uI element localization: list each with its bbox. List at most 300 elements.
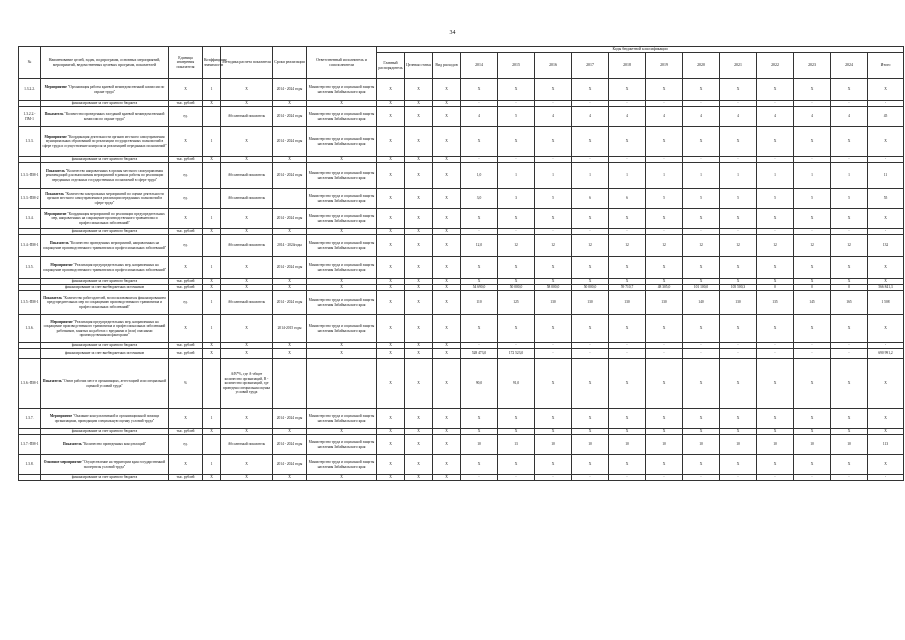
row-year-value: 5 (831, 189, 868, 209)
row-year-value: - (757, 229, 794, 235)
row-responsible: Министерство труда и социальной защиты населения Забайкальского края (307, 409, 377, 429)
row-year-value: - (757, 343, 794, 349)
row-method: Абсолютный показатель (221, 107, 273, 127)
row-year-value: 10 (609, 435, 646, 455)
row-year-value: X (757, 359, 794, 409)
row-coef: X (203, 229, 221, 235)
row-year-value: 105 500,3 (720, 285, 757, 291)
row-year-value: X (720, 257, 757, 279)
header-budget-codes: Коды бюджетной классификации (377, 47, 904, 53)
row-name: финансирование за счет внебюджетных источников (41, 349, 169, 359)
row-vr: X (433, 291, 461, 315)
row-year-value: 10 (572, 435, 609, 455)
row-year-value: - (720, 101, 757, 107)
row-method: X (221, 209, 273, 229)
row-method: Абсолютный показатель (221, 435, 273, 455)
row-unit: тыс. рублей (169, 475, 203, 481)
row-year-value: X (720, 279, 757, 285)
row-period: X (273, 343, 307, 349)
row-year-value: X (757, 429, 794, 435)
row-number: 1.3.5.-ПМ-1 (19, 291, 41, 315)
row-year-value: X (609, 79, 646, 101)
row-responsible: X (307, 349, 377, 359)
row-gr: X (377, 209, 405, 229)
row-cs: X (405, 475, 433, 481)
header-responsible: Ответственный исполнитель и соисполнители (307, 47, 377, 79)
row-gr: X (377, 163, 405, 189)
header-year: 2024 (831, 53, 868, 79)
row-year-value: - (498, 229, 535, 235)
row-vr: X (433, 101, 461, 107)
row-method: X (221, 349, 273, 359)
row-unit: тыс. рублей (169, 157, 203, 163)
row-year-value: X (720, 455, 757, 475)
row-year-value: - (609, 349, 646, 359)
row-vr: X (433, 349, 461, 359)
row-period: 2014 - 2024 годы (273, 257, 307, 279)
row-coef: X (203, 475, 221, 481)
row-method: X (221, 127, 273, 157)
row-unit: X (169, 315, 203, 343)
row-year-value: X (794, 429, 831, 435)
header-coef: Коэффициент значимости (203, 47, 221, 79)
row-year-value: 528 473,0 (461, 349, 498, 359)
row-year-value: 135 (757, 291, 794, 315)
row-total: 55 (868, 189, 904, 209)
row-year-value: 4 (831, 107, 868, 127)
row-year-value: 4 (461, 107, 498, 127)
row-year-value: 101 100,0 (683, 285, 720, 291)
row-period: 2014 - 2024 годы (273, 209, 307, 229)
row-responsible: Министерство труда и социальной защиты населения Забайкальского края (307, 163, 377, 189)
row-coef (203, 189, 221, 209)
row-unit: тыс. рублей (169, 229, 203, 235)
row-gr: X (377, 315, 405, 343)
row-year-value: - (535, 343, 572, 349)
row-year-value: X (831, 209, 868, 229)
row-name: Мероприятие "Координация деятельности органов местного самоуправления муниципальных образований по реализации государственных полномочий в сфере труда и осуществление контроля за реализацией переданных полномочий" (41, 127, 169, 157)
row-year-value: X (720, 429, 757, 435)
row-year-value: 5 (794, 189, 831, 209)
row-cs: X (405, 189, 433, 209)
row-gr: X (377, 359, 405, 409)
row-gr: X (377, 435, 405, 455)
row-year-value: 12 (720, 235, 757, 257)
row-year-value: X (757, 409, 794, 429)
row-cs: X (405, 455, 433, 475)
row-method: X (221, 257, 273, 279)
row-year-value: X (572, 279, 609, 285)
row-vr: X (433, 429, 461, 435)
row-year-value: X (794, 209, 831, 229)
row-year-value: 1 (794, 163, 831, 189)
row-year-value: X (498, 279, 535, 285)
row-gr: X (377, 101, 405, 107)
row-number: 1.3.3.-ПМ-2 (19, 189, 41, 209)
row-name: финансирование за счет краевого бюджета (41, 279, 169, 285)
row-number: 1.3.4. (19, 209, 41, 229)
row-name: финансирование за счет краевого бюджета (41, 475, 169, 481)
row-responsible: Министерство труда и социальной защиты населения Забайкальского края (307, 189, 377, 209)
row-vr: X (433, 107, 461, 127)
row-responsible: Министерство труда и социальной защиты населения Забайкальского края (307, 107, 377, 127)
row-year-value: - (683, 157, 720, 163)
table-row (19, 127, 904, 157)
row-year-value: 6 (609, 189, 646, 209)
row-period: X (273, 279, 307, 285)
row-gr: X (377, 229, 405, 235)
row-coef: 1 (203, 257, 221, 279)
row-year-value: - (646, 343, 683, 349)
row-year-value: 10 (535, 435, 572, 455)
row-number: 1.3.7. (19, 409, 41, 429)
row-period: X (273, 285, 307, 291)
row-year-value: 130 (535, 291, 572, 315)
row-unit: X (169, 409, 203, 429)
row-year-value: - (572, 475, 609, 481)
row-year-value: X (757, 127, 794, 157)
row-total: 45 (868, 107, 904, 127)
row-year-value: 10 (461, 435, 498, 455)
row-year-value: X (831, 257, 868, 279)
row-year-value: - (646, 349, 683, 359)
row-year-value: X (461, 455, 498, 475)
row-cs: X (405, 107, 433, 127)
row-responsible: X (307, 229, 377, 235)
header-year: 2016 (535, 53, 572, 79)
row-year-value: - (646, 475, 683, 481)
row-total: X (868, 429, 904, 435)
row-year-value: X (646, 429, 683, 435)
row-method: X (221, 101, 273, 107)
row-responsible: Министерство труда и социальной защиты населения Забайкальского края (307, 209, 377, 229)
row-year-value: X (683, 127, 720, 157)
row-year-value: - (757, 475, 794, 481)
row-year-value: X (572, 315, 609, 343)
row-year-value: - (683, 475, 720, 481)
header-method: Методика расчета показателя (221, 47, 273, 79)
row-year-value: X (498, 257, 535, 279)
row-cs: X (405, 359, 433, 409)
row-method: Абсолютный показатель (221, 235, 273, 257)
row-number: 1.3.2.2. (19, 79, 41, 101)
row-vr: X (433, 79, 461, 101)
row-period: X (273, 101, 307, 107)
row-method: Абсолютный показатель (221, 163, 273, 189)
row-number: 1.3.4.-ПМ-1 (19, 235, 41, 257)
row-year-value: 1 (720, 163, 757, 189)
row-period: X (273, 349, 307, 359)
row-year-value: - (720, 229, 757, 235)
row-coef: X (203, 101, 221, 107)
row-year-value: X (683, 257, 720, 279)
row-year-value: 54 690,0 (461, 285, 498, 291)
row-year-value: - (535, 349, 572, 359)
row-vr: X (433, 475, 461, 481)
row-year-value: 12 (757, 235, 794, 257)
table-body (19, 79, 904, 481)
row-year-value: 10 (831, 435, 868, 455)
row-period: 2014 - 2024 годы (273, 409, 307, 429)
row-gr: X (377, 107, 405, 127)
row-year-value: X (572, 455, 609, 475)
row-period: 2014 - 2024 годы (273, 291, 307, 315)
row-year-value: 12 (498, 235, 535, 257)
program-table (18, 46, 904, 481)
row-year-value: X (609, 429, 646, 435)
row-year-value: X (646, 79, 683, 101)
row-unit: тыс. рублей (169, 101, 203, 107)
row-year-value: X (609, 257, 646, 279)
row-total: 132 (868, 235, 904, 257)
row-year-value: 145 (794, 291, 831, 315)
row-year-value: X (609, 279, 646, 285)
row-cs: X (405, 349, 433, 359)
header-vr: Вид расходов (433, 53, 461, 79)
row-year-value: 1 (498, 163, 535, 189)
row-vr: X (433, 455, 461, 475)
row-year-value: X (720, 315, 757, 343)
row-vr: X (433, 127, 461, 157)
row-year-value: X (609, 127, 646, 157)
row-method: А/В*%, где А-общее количество организаций, В - количество организаций, где проведена специальная оценка условий труда (221, 359, 273, 409)
row-year-value: X (461, 315, 498, 343)
row-year-value: X (535, 409, 572, 429)
row-year-value: X (794, 315, 831, 343)
row-year-value: 4 (572, 107, 609, 127)
row-year-value: 110 (461, 291, 498, 315)
header-num: № (19, 47, 41, 79)
row-total: 566 841,3 (868, 285, 904, 291)
row-year-value: X (498, 409, 535, 429)
row-vr: X (433, 189, 461, 209)
row-year-value: X (794, 455, 831, 475)
row-year-value: X (535, 127, 572, 157)
row-year-value: - (498, 101, 535, 107)
row-total: X (868, 409, 904, 429)
row-year-value: 4 (683, 107, 720, 127)
row-year-value: - (683, 229, 720, 235)
row-unit: тыс. рублей (169, 285, 203, 291)
row-year-value: - (831, 101, 868, 107)
row-year-value: X (572, 127, 609, 157)
row-cs: X (405, 101, 433, 107)
row-period: 2014 - 2024годы (273, 235, 307, 257)
row-year-value: - (609, 101, 646, 107)
row-number: 1.3.2.2.-ПМ-1 (19, 107, 41, 127)
row-year-value: 12 (794, 235, 831, 257)
row-year-value: 1 (757, 163, 794, 189)
row-year-value: X (646, 455, 683, 475)
row-gr: X (377, 455, 405, 475)
row-year-value: - (609, 343, 646, 349)
row-vr: X (433, 285, 461, 291)
row-year-value: X (757, 257, 794, 279)
header-year: 2017 (572, 53, 609, 79)
row-year-value: X (498, 315, 535, 343)
row-unit: тыс. рублей (169, 429, 203, 435)
table-row (19, 455, 904, 475)
row-year-value: 4 (609, 107, 646, 127)
row-responsible: Министерство труда и социальной защиты населения Забайкальского края (307, 291, 377, 315)
row-year-value: 12,0 (461, 235, 498, 257)
row-method: Абсолютный показатель (221, 291, 273, 315)
row-year-value: X (683, 409, 720, 429)
row-year-value: - (461, 157, 498, 163)
row-coef: X (203, 343, 221, 349)
row-year-value: X (757, 315, 794, 343)
row-year-value: 12 (609, 235, 646, 257)
row-coef (203, 359, 221, 409)
row-gr: X (377, 257, 405, 279)
row-year-value: X (646, 257, 683, 279)
row-unit: ед. (169, 235, 203, 257)
row-year-value: 130 (572, 291, 609, 315)
row-unit: ед. (169, 189, 203, 209)
row-year-value: 1 (572, 163, 609, 189)
row-name: Показатель "Количество работодателей, воспользовавшихся финансированием предупредительных мер по сокращению производственного травматизма и профессиональных заболеваний" (41, 291, 169, 315)
row-year-value: - (646, 157, 683, 163)
row-year-value: X (683, 315, 720, 343)
row-name: Показатель "Количество проведенных мероприятий, направленных на сокращение производственного травматизма и профессиональных заболеваний" (41, 235, 169, 257)
row-period: 2014 - 2024 годы (273, 455, 307, 475)
row-total: - (868, 475, 904, 481)
row-year-value: 90,0 (461, 359, 498, 409)
row-year-value: - (720, 157, 757, 163)
row-year-value: 1 (646, 163, 683, 189)
table-row (19, 209, 904, 229)
row-method: X (221, 279, 273, 285)
row-unit: X (169, 79, 203, 101)
row-vr: X (433, 209, 461, 229)
row-gr: X (377, 127, 405, 157)
row-cs: X (405, 291, 433, 315)
row-year-value: 12 (646, 235, 683, 257)
row-gr: X (377, 409, 405, 429)
row-year-value: 172 523,0 (498, 349, 535, 359)
row-year-value: X (572, 409, 609, 429)
row-year-value: - (609, 229, 646, 235)
row-year-value: - (609, 475, 646, 481)
header-year: 2020 (683, 53, 720, 79)
row-period: 2014 - 2024 годы (273, 163, 307, 189)
row-year-value: 12 (683, 235, 720, 257)
row-method: X (221, 409, 273, 429)
row-year-value: - (535, 229, 572, 235)
row-year-value: X (498, 79, 535, 101)
row-coef: 1 (203, 291, 221, 315)
row-year-value: X (535, 315, 572, 343)
row-period: 2014 - 2024 годы (273, 79, 307, 101)
row-year-value: 10 (794, 435, 831, 455)
row-cs: X (405, 343, 433, 349)
row-year-value: 59 710,7 (609, 285, 646, 291)
row-name: финансирование за счет краевого бюджета (41, 101, 169, 107)
row-year-value: - (535, 157, 572, 163)
row-gr: X (377, 157, 405, 163)
row-year-value: 4 (794, 107, 831, 127)
row-coef (203, 435, 221, 455)
row-year-value: 4 (646, 107, 683, 127)
row-responsible: X (307, 429, 377, 435)
row-year-value: X (831, 315, 868, 343)
row-year-value: 12 (535, 235, 572, 257)
row-total: X (868, 79, 904, 101)
row-method: X (221, 79, 273, 101)
table-row (19, 257, 904, 279)
row-year-value: - (757, 101, 794, 107)
row-year-value: X (794, 359, 831, 409)
row-method: Абсолютный показатель (221, 189, 273, 209)
row-gr: X (377, 349, 405, 359)
row-year-value: X (572, 257, 609, 279)
row-name: финансирование за счет внебюджетных источников (41, 285, 169, 291)
row-year-value: 10 (683, 435, 720, 455)
table-row (19, 315, 904, 343)
row-responsible: Министерство труда и социальной защиты населения Забайкальского края (307, 79, 377, 101)
row-total: X (868, 209, 904, 229)
row-year-value: - (535, 475, 572, 481)
row-name: Основное мероприятие "Осуществление на территории края государственной экспертизы условий труда" (41, 455, 169, 475)
row-method: X (221, 157, 273, 163)
row-year-value: 130 (609, 291, 646, 315)
row-year-value: 140 (683, 291, 720, 315)
row-number (19, 475, 41, 481)
table-row (19, 291, 904, 315)
row-year-value: X (683, 455, 720, 475)
row-unit: % (169, 359, 203, 409)
row-coef: X (203, 285, 221, 291)
row-period: X (273, 229, 307, 235)
row-year-value: X (831, 455, 868, 475)
row-period: 2014 - 2024 годы (273, 127, 307, 157)
page-number: 34 (449, 30, 456, 36)
row-year-value: X (498, 429, 535, 435)
row-year-value: X (461, 429, 498, 435)
row-year-value: 1 (609, 163, 646, 189)
row-year-value: 50 000,0 (498, 285, 535, 291)
row-cs: X (405, 163, 433, 189)
row-year-value: X (498, 127, 535, 157)
header-gr: Главный распорядитель (377, 53, 405, 79)
row-year-value: X (535, 279, 572, 285)
row-total: 11 (868, 163, 904, 189)
row-number (19, 349, 41, 359)
row-unit: ед. (169, 107, 203, 127)
row-responsible: Министерство труда и социальной защиты населения Забайкальского края (307, 127, 377, 157)
row-year-value: - (461, 343, 498, 349)
row-year-value: X (794, 257, 831, 279)
row-method: X (221, 455, 273, 475)
row-total: 690 991,2 (868, 349, 904, 359)
row-period: X (273, 475, 307, 481)
row-year-value: X (794, 79, 831, 101)
row-number: 1.3.8. (19, 455, 41, 475)
row-year-value: - (609, 157, 646, 163)
row-year-value: X (720, 127, 757, 157)
row-name: финансирование за счет краевого бюджета (41, 429, 169, 435)
row-year-value: - (831, 157, 868, 163)
header-cs: Целевая статья (405, 53, 433, 79)
row-name: Показатель "Количество проведенных консультаций" (41, 435, 169, 455)
row-year-value: - (831, 343, 868, 349)
row-year-value: X (831, 79, 868, 101)
row-year-value: X (535, 209, 572, 229)
header-year: 2018 (609, 53, 646, 79)
row-cs: X (405, 157, 433, 163)
row-number: 1.3.7.-ПМ-1 (19, 435, 41, 455)
row-year-value: 4 (535, 107, 572, 127)
